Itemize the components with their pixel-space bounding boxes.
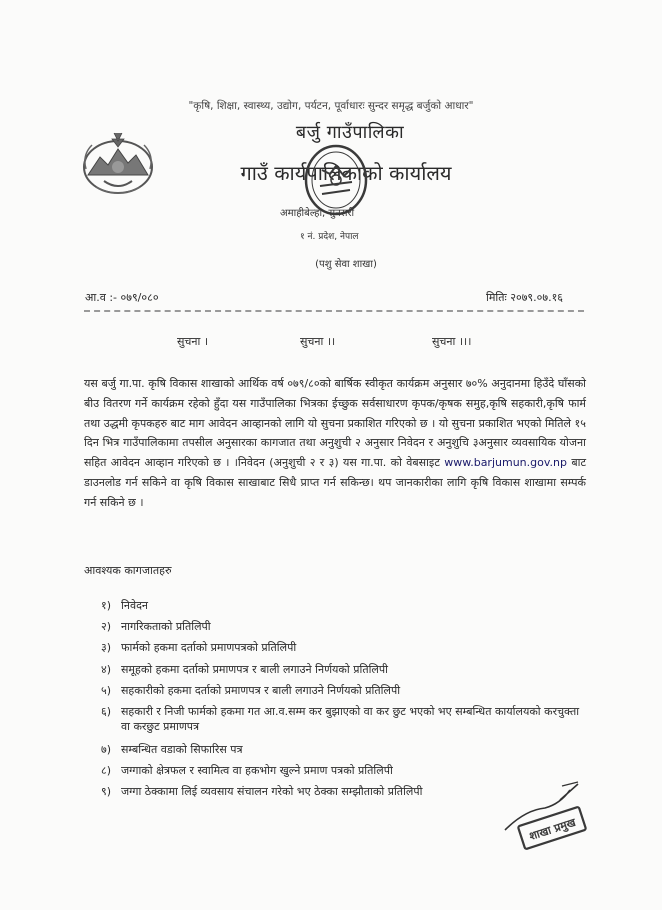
list-item xyxy=(101,640,591,655)
issue-date: मितिः २०७९.०७.१६ xyxy=(486,291,564,304)
organization-name: बर्जु गाउँपालिका xyxy=(295,122,405,143)
list-item xyxy=(101,763,591,778)
list-item-text: समूहको हकमा दर्ताको प्रमाणपत्र र बाली लगाउने निर्णयको प्रतिलिपी xyxy=(121,662,388,676)
list-item xyxy=(101,662,591,677)
list-item-number: ९) xyxy=(101,785,112,799)
list-item-text: नागरिकताको प्रतिलिपी xyxy=(121,620,211,634)
notice-heading-3: सुचना ।।। xyxy=(432,335,472,348)
website-link[interactable]: www.barjumun.gov.np xyxy=(444,456,567,470)
list-item-number: १) xyxy=(101,599,112,612)
list-item xyxy=(101,742,591,757)
list-item-text: निवेदन xyxy=(121,599,149,612)
list-item-text: सहकारीको हकमा दर्ताको प्रमाणपत्र र बाली लगाउने निर्णयको प्रतिलिपी xyxy=(121,683,401,697)
notice-heading-2: सुचना ।। xyxy=(300,335,336,348)
list-item-number: ३) xyxy=(101,641,112,655)
office-stamp-icon xyxy=(300,140,372,220)
list-item-text: जग्गा ठेक्कामा लिई व्यवसाय संचालन गरेको भए ठेक्का सम्झौताको प्रतिलिपी xyxy=(121,785,423,799)
documents-heading: आवश्यक कागजातहरु xyxy=(84,564,172,577)
list-item-number: ४) xyxy=(101,662,112,676)
list-item-number: ६) xyxy=(101,704,112,718)
motto: "कृषि, शिक्षा, स्वास्थ्य, उद्योग, पर्यटन, पूर्वाधारः सुन्दर समृद्ध बर्जुको आधार" xyxy=(188,100,474,112)
address-line-2: १ नं. प्रदेश, नेपाल xyxy=(300,232,359,242)
notice-body xyxy=(84,374,586,513)
signature-stamp-text: शाखा प्रमुख xyxy=(527,815,578,844)
list-item-number: ७) xyxy=(101,742,112,756)
list-item xyxy=(101,598,591,613)
branch-name: (पशु सेवा शाखा) xyxy=(315,259,377,270)
list-item xyxy=(101,704,591,734)
list-item-number: २) xyxy=(101,620,112,634)
reference-number: आ.व :- ०७९/०८० xyxy=(85,291,159,304)
list-item-text: सहकारी र निजी फार्मको हकमा गत आ.व.सम्म कर बुझाएको वा कर छुट भएको भए सम्बन्धित कार्यालयको करचुक्ता वा करछुट प्रमाणपत्र xyxy=(121,704,580,733)
list-item-text: फार्मको हकमा दर्ताको प्रमाणपत्रको प्रतिलिपी xyxy=(121,641,297,655)
list-item-number: ८) xyxy=(101,764,112,778)
office-name: गाउँ कार्यपालिकाको कार्यालय xyxy=(240,161,452,185)
body-text-part-2: बाट डाउनलोड गर्न सकिने वा कृषि विकास साखाबाट सिधै प्राप्त गर्न सकिन्छ। थप जानकारीका लागि कृषि विकास शाखामा सम्पर्क गर्न सकिने छ । xyxy=(84,456,586,509)
address-line-1: अमाहीबेल्हा, सुनसरी xyxy=(280,208,355,219)
notice-heading-1: सुचना । xyxy=(177,335,209,348)
separator-line xyxy=(84,310,584,312)
list-item-text: जग्गाको क्षेत्रफल र स्वामित्व वा हकभोग खुल्ने प्रमाण पत्रको प्रतिलिपी xyxy=(121,764,393,778)
list-item-number: ५) xyxy=(101,683,112,697)
signature-stamp xyxy=(516,798,588,858)
list-item xyxy=(101,619,591,634)
body-text-part-1: यस बर्जु गा.पा. कृषि विकास शाखाको आर्थिक वर्ष ०७९/८०को बार्षिक स्वीकृत कार्यक्रम अनुसार ७०% अनुदानमा हिउँदे घाँसको बीउ वितरण गर्ने कार्यक्रम रहेको हुँदा यस गाउँपालिका भित्रका ईच्छुक सर्वसाधारण कृपक/कृषक समुह,कृषि सहकारी,कृषि फार्म तथा उद्धमी कृपकहरु बाट माग आवेदन आव्हानको लागि यो सुचना प्रकाशित गरिएको छ । यो सुचना प्रकाशित भएको मितिले १५ दिन भित्र गाउँपालिकामा तपसील अनुसारका कागजात तथा अनुशुची २ अनुसार निवेदन र अनुशुचि ३अनुसार व्यवसायिक योजना सहित आवेदन आव्हान गरिएको छ । ।निवेदन (अनुशुची २ र ३) यस गा.पा. को वेबसाइट xyxy=(84,377,586,470)
list-item xyxy=(101,683,591,698)
documents-list xyxy=(101,598,591,806)
list-item-text: सम्बन्धित वडाको सिफारिस पत्र xyxy=(121,742,243,756)
